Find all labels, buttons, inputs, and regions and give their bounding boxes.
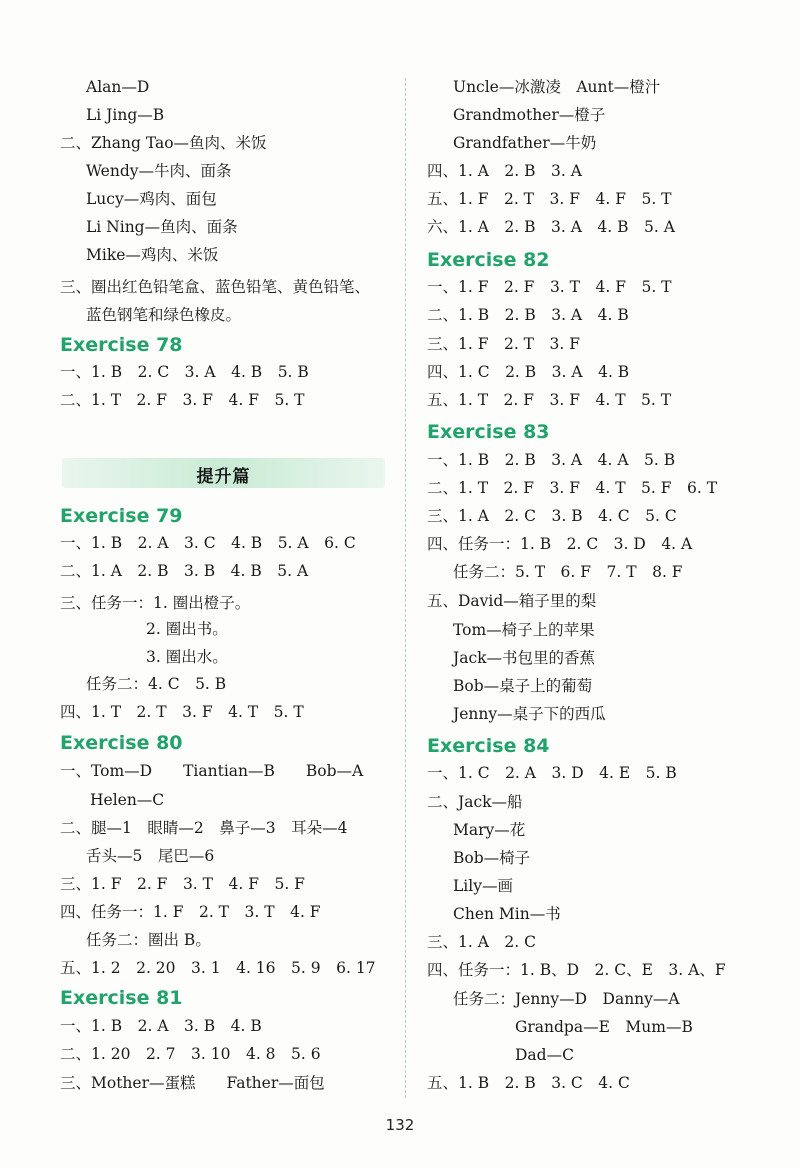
answer-line: 一、1. F 2. F 3. T 4. F 5. T (427, 278, 672, 296)
answer-line: 二、Jack—船 (427, 793, 523, 811)
answer-line: Bob—桌子上的葡萄 (453, 677, 593, 695)
answer-line: Jenny—桌子下的西瓜 (453, 705, 606, 723)
answer-line: 四、任务一：1. F 2. T 3. T 4. F (60, 903, 321, 921)
answer-line: 蓝色钢笔和绿色橡皮。 (86, 306, 242, 324)
answer-line: 2. 圈出书。 (146, 620, 228, 638)
answer-line: Lily—画 (453, 877, 513, 895)
answer-line: Alan—D (86, 78, 150, 96)
answer-line: 一、1. C 2. A 3. D 4. E 5. B (427, 764, 677, 782)
answer-line: 四、1. T 2. T 3. F 4. T 5. T (60, 703, 304, 721)
answer-line: Li Ning—鱼肉、面条 (86, 218, 238, 236)
answer-line: 三、1. A 2. C (427, 933, 536, 951)
column-divider (405, 78, 406, 1098)
answer-line: Tom—椅子上的苹果 (453, 621, 595, 639)
exercise-heading-83: Exercise 83 (427, 421, 550, 443)
answer-line: 六、1. A 2. B 3. A 4. B 5. A (427, 218, 675, 236)
answer-line: 任务二：圈出 B。 (86, 931, 211, 949)
answer-line: 三、圈出红色铅笔盒、蓝色铅笔、黄色铅笔、 (60, 278, 371, 296)
answer-line: 一、Tom—D Tiantian—B Bob—A (60, 762, 364, 780)
answer-line: Grandfather—牛奶 (453, 134, 597, 152)
answer-line: 舌头—5 尾巴—6 (86, 847, 215, 865)
answer-line: 任务二：5. T 6. F 7. T 8. F (453, 563, 683, 581)
exercise-heading-84: Exercise 84 (427, 735, 550, 757)
exercise-heading-80: Exercise 80 (60, 732, 183, 754)
answer-line: Grandmother—橙子 (453, 106, 606, 124)
exercise-heading-81: Exercise 81 (60, 987, 183, 1009)
answer-line: 二、1. A 2. B 3. B 4. B 5. A (60, 562, 309, 580)
answer-line: Wendy—牛肉、面条 (86, 162, 232, 180)
answer-line: 二、Zhang Tao—鱼肉、米饭 (60, 134, 267, 152)
answer-line: 一、1. B 2. A 3. B 4. B (60, 1017, 262, 1035)
answer-line: 三、1. F 2. F 3. T 4. F 5. F (60, 875, 305, 893)
answer-line: 四、1. A 2. B 3. A (427, 162, 582, 180)
answer-line: 二、1. 20 2. 7 3. 10 4. 8 5. 6 (60, 1045, 321, 1063)
answer-line: 三、1. F 2. T 3. F (427, 335, 580, 353)
answer-line: Lucy—鸡肉、面包 (86, 190, 217, 208)
answer-line: Helen—C (90, 791, 165, 809)
answer-line: Mike—鸡肉、米饭 (86, 246, 219, 264)
answer-line: 五、David—箱子里的梨 (427, 592, 597, 610)
answer-line: Mary—花 (453, 821, 526, 839)
answer-line: 五、1. 2 2. 20 3. 1 4. 16 5. 9 6. 17 (60, 959, 376, 977)
answer-line: 3. 圈出水。 (146, 648, 228, 666)
answer-line: 五、1. T 2. F 3. F 4. T 5. T (427, 391, 672, 409)
answer-line: 一、1. B 2. A 3. C 4. B 5. A 6. C (60, 534, 356, 552)
answer-line: 五、1. B 2. B 3. C 4. C (427, 1074, 630, 1092)
answer-line: 四、1. C 2. B 3. A 4. B (427, 363, 630, 381)
section-banner (62, 458, 385, 488)
answer-line: 二、1. T 2. F 3. F 4. T 5. F 6. T (427, 479, 718, 497)
exercise-heading-79: Exercise 79 (60, 505, 183, 527)
page-number: 132 (385, 1116, 415, 1134)
answer-line: 一、1. B 2. B 3. A 4. A 5. B (427, 451, 676, 469)
answer-line: 任务二：Jenny—D Danny—A (453, 990, 680, 1008)
answer-line: 三、任务一：1. 圈出橙子。 (60, 594, 251, 612)
answer-line: 二、1. T 2. F 3. F 4. F 5. T (60, 391, 305, 409)
exercise-heading-82: Exercise 82 (427, 249, 550, 271)
answer-line: 三、Mother—蛋糕 Father—面包 (60, 1074, 325, 1092)
answer-line: Bob—椅子 (453, 849, 531, 867)
answer-line: 二、1. B 2. B 3. A 4. B (427, 306, 629, 324)
answer-line: Uncle—冰激凌 Aunt—橙汁 (453, 78, 661, 96)
answer-line: Chen Min—书 (453, 905, 561, 923)
answer-line: 任务二：4. C 5. B (86, 675, 227, 693)
answer-line: Li Jing—B (86, 106, 165, 124)
answer-line: 四、任务一：1. B 2. C 3. D 4. A (427, 535, 693, 553)
answer-line: 五、1. F 2. T 3. F 4. F 5. T (427, 190, 672, 208)
answer-line: Dad—C (515, 1046, 574, 1064)
answer-line: Jack—书包里的香蕉 (453, 649, 596, 667)
answer-line: 一、1. B 2. C 3. A 4. B 5. B (60, 363, 309, 381)
answer-line: 三、1. A 2. C 3. B 4. C 5. C (427, 507, 677, 525)
answer-line: 二、腿—1 眼睛—2 鼻子—3 耳朵—4 (60, 819, 348, 837)
answer-line: 四、任务一：1. B、D 2. C、E 3. A、F (427, 961, 726, 979)
section-banner-title: 提升篇 (196, 467, 251, 487)
answer-line: Grandpa—E Mum—B (515, 1018, 693, 1036)
exercise-heading-78: Exercise 78 (60, 334, 183, 356)
